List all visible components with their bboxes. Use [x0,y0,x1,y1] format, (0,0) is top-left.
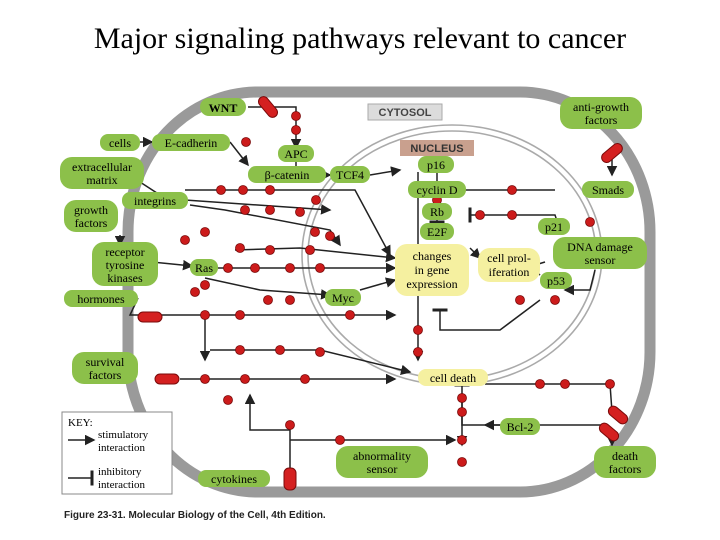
svg-text:tyrosine: tyrosine [105,258,145,272]
signaling-dot [458,408,467,417]
cytosol-label [368,104,442,120]
svg-text:inhibitory: inhibitory [98,466,142,478]
node-smads [582,181,634,198]
svg-text:factors: factors [584,113,618,127]
svg-text:β-catenin: β-catenin [264,168,310,182]
signaling-dot [301,375,310,384]
signaling-dot [306,246,315,255]
receptor-death-1 [606,404,629,426]
signaling-dot [236,346,245,355]
svg-text:iferation: iferation [488,265,530,279]
node-survival-factors [72,352,138,384]
svg-text:survival: survival [85,355,125,369]
svg-text:Ras: Ras [195,261,213,275]
svg-text:cell death: cell death [429,371,477,385]
signaling-dot [201,228,210,237]
signaling-dot [606,380,615,389]
membrane-receptors [138,95,630,490]
svg-text:matrix: matrix [86,173,118,187]
svg-text:Rb: Rb [429,205,445,219]
signaling-dot [201,311,210,320]
node-receptor-tyrosine-kinases [92,242,158,286]
signaling-dot [224,396,233,405]
signaling-dot [516,296,525,305]
svg-text:cyclin D: cyclin D [416,183,458,197]
svg-text:KEY:: KEY: [68,417,93,429]
svg-text:cells: cells [109,136,131,150]
svg-text:E-cadherin: E-cadherin [164,136,218,150]
svg-text:cytokines: cytokines [211,472,257,486]
signaling-dot [508,186,517,195]
signaling-dot [286,421,295,430]
node-p53 [540,272,572,289]
svg-text:DNA damage: DNA damage [567,240,633,254]
svg-text:stimulatory: stimulatory [98,429,149,441]
svg-text:anti-growth: anti-growth [573,100,629,114]
node-rb [422,203,452,220]
node-cells [100,134,140,151]
svg-text:p53: p53 [547,274,565,288]
svg-text:factors: factors [88,368,122,382]
node-myc [325,289,361,306]
nucleus-label [400,140,474,156]
figure-caption: Figure 23-31. Molecular Biology of the Cell, 4th Edition. [64,510,326,521]
signaling-dot [316,348,325,357]
signaling-dot [236,311,245,320]
svg-text:E2F: E2F [426,225,448,239]
node-beta-catenin [248,166,326,183]
signaling-dot [217,186,226,195]
node-death-factors [594,446,656,478]
svg-text:abnormality: abnormality [353,449,411,463]
signaling-dot [586,218,595,227]
signaling-dot [201,375,210,384]
signaling-dot [191,288,200,297]
svg-text:in gene: in gene [414,263,450,277]
signaling-dot [224,264,233,273]
signaling-dot [414,348,423,357]
signaling-dot [292,126,301,135]
node-p16 [418,156,454,173]
signaling-dot [316,264,325,273]
slide-title: Major signaling pathways relevant to cancer [93,22,627,55]
signaling-dot [536,380,545,389]
signaling-dot [312,196,321,205]
signaling-dot [296,208,305,217]
node-cytokines [198,470,270,487]
svg-text:Smads: Smads [591,183,625,197]
svg-text:factors: factors [74,216,108,230]
signaling-dot [551,296,560,305]
node-cell-death [418,369,488,386]
node-integrins [122,192,188,209]
svg-text:WNT: WNT [208,101,238,115]
svg-text:kinases: kinases [107,271,143,285]
svg-text:Myc: Myc [332,291,354,305]
svg-text:factors: factors [608,462,642,476]
node-ras [190,259,218,276]
signaling-dot [336,436,345,445]
signaling-dot [476,211,485,220]
signaling-dot [346,311,355,320]
signaling-dot [236,244,245,253]
svg-text:hormones: hormones [77,292,125,306]
svg-text:TCF4: TCF4 [335,168,365,182]
signaling-dot [239,186,248,195]
receptor-hormones [138,312,162,322]
node-cell-proliferation [478,248,540,282]
signaling-dot [201,281,210,290]
svg-text:expression: expression [406,277,458,291]
signaling-dot [326,232,335,241]
signaling-dot [458,394,467,403]
svg-text:NUCLEUS: NUCLEUS [410,143,464,155]
svg-text:interaction: interaction [98,479,146,491]
node-bcl2 [500,418,540,435]
signaling-dot [414,326,423,335]
svg-text:integrins: integrins [134,194,176,208]
node-tcf4 [330,166,370,183]
signaling-dot [276,346,285,355]
signaling-dot [241,375,250,384]
svg-text:APC: APC [284,147,308,161]
svg-text:interaction: interaction [98,442,146,454]
svg-text:cell prol-: cell prol- [487,251,531,265]
signaling-dot [458,436,467,445]
node-abnormality-sensor [336,446,428,478]
node-wnt [200,98,246,116]
signaling-dot [286,264,295,273]
signaling-dot [508,211,517,220]
svg-text:changes: changes [412,249,452,263]
signaling-dot [266,186,275,195]
signaling-dot [251,264,260,273]
signaling-dot [458,458,467,467]
svg-text:sensor: sensor [366,462,398,476]
diagram-key [62,412,172,494]
node-extracellular-matrix [60,157,144,189]
receptor-death-2 [597,421,620,443]
svg-text:CYTOSOL: CYTOSOL [378,107,432,119]
svg-text:death: death [612,449,638,463]
signaling-dot [181,236,190,245]
signaling-dot [241,206,250,215]
signaling-dot [286,296,295,305]
signaling-dot [266,206,275,215]
signaling-dot [242,138,251,147]
svg-text:receptor: receptor [105,245,145,259]
node-anti-growth-factors [560,97,642,129]
node-hormones [64,290,138,307]
svg-text:extracellular: extracellular [72,160,132,174]
signaling-dot [311,228,320,237]
node-cyclin-d [408,181,466,198]
svg-text:p16: p16 [427,158,445,172]
svg-text:growth: growth [74,203,108,217]
node-gene-expression-changes [395,244,469,296]
receptor-survival [155,374,179,384]
node-apc [278,145,314,162]
signaling-dot [266,246,275,255]
cell-membrane [128,92,650,492]
node-p21 [538,218,570,235]
signaling-dot [561,380,570,389]
node-growth-factors [64,200,118,232]
node-e-cadherin [152,134,230,151]
signaling-dot [292,112,301,121]
receptor-cytokines [284,468,296,490]
node-dna-damage-sensor [553,237,647,269]
svg-text:sensor: sensor [584,253,616,267]
node-e2f [420,223,454,240]
svg-text:Bcl-2: Bcl-2 [506,420,534,434]
signaling-dot [264,296,273,305]
svg-text:p21: p21 [545,220,563,234]
